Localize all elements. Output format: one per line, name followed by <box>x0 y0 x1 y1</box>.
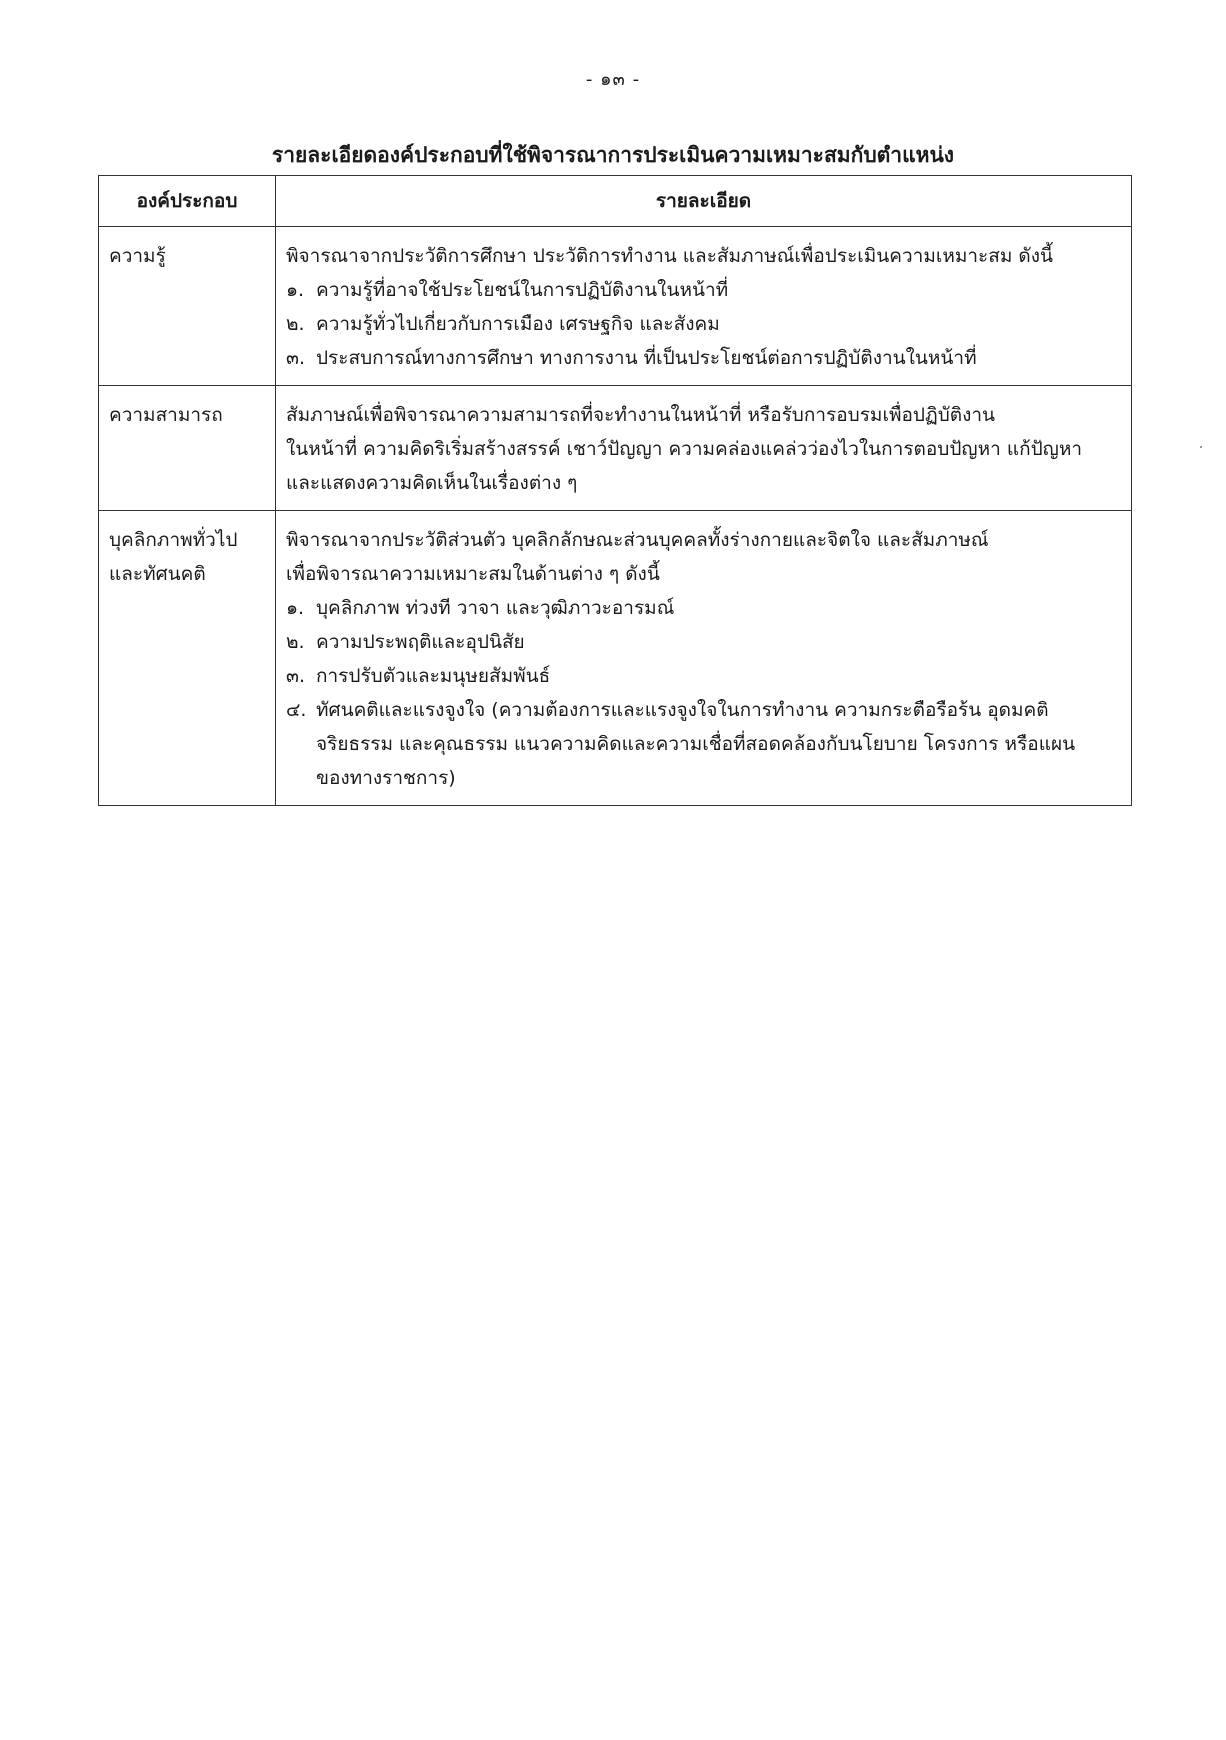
item-text: ประสบการณ์ทางการศึกษา ทางการงาน ที่เป็นประโยชน์ต่อการปฏิบัติงานในหน้าที่ <box>316 347 977 369</box>
item-text-line: จริยธรรม และคุณธรรม แนวความคิดและความเชื่อที่สอดคล้องกับนโยบาย โครงการ หรือแผน <box>316 733 1076 755</box>
document-title: รายละเอียดองค์ประกอบที่ใช้พิจารณาการประเมินความเหมาะสมกับตำแหน่ง <box>271 143 955 167</box>
detail-ability <box>276 386 1132 511</box>
list-item <box>286 341 1121 375</box>
item-number: ๑. <box>286 279 305 301</box>
item-text: ความประพฤติและอุปนิสัย <box>316 631 525 653</box>
item-number: ๑. <box>286 597 305 619</box>
criteria-table <box>98 175 1132 806</box>
item-text: การปรับตัวและมนุษยสัมพันธ์ <box>316 665 551 687</box>
component-ability: ความสามารถ <box>99 386 276 511</box>
list-item <box>286 659 1121 693</box>
item-number: ๔. <box>286 699 307 721</box>
header-detail: รายละเอียด <box>276 176 1132 227</box>
item-text: บุคลิกภาพ ท่วงที วาจา และวุฒิภาวะอารมณ์ <box>316 597 675 619</box>
detail-line: และแสดงความคิดเห็นในเรื่องต่าง ๆ <box>286 472 578 494</box>
detail-knowledge <box>276 227 1132 386</box>
item-text-line: ทัศนคติและแรงจูงใจ (ความต้องการและแรงจูงใจในการทำงาน ความกระตือรือร้น อุดมคติ <box>316 699 1049 721</box>
component-personality <box>99 511 276 806</box>
item-number: ๓. <box>286 347 306 369</box>
detail-personality <box>276 511 1132 806</box>
item-text-line: ของทางราชการ) <box>316 767 456 789</box>
detail-intro: พิจารณาจากประวัติการศึกษา ประวัติการทำงาน และสัมภาษณ์เพื่อประเมินความเหมาะสม ดังนี้ <box>286 245 1054 267</box>
item-number: ๒. <box>286 313 305 335</box>
item-number: ๓. <box>286 665 306 687</box>
component-line: และทัศนคติ <box>109 563 206 585</box>
list-item <box>286 591 1121 625</box>
detail-intro: เพื่อพิจารณาความเหมาะสมในด้านต่าง ๆ ดังนี้ <box>286 563 660 585</box>
table-row <box>99 511 1132 806</box>
item-text: ความรู้ที่อาจใช้ประโยชน์ในการปฏิบัติงานในหน้าที่ <box>316 279 729 301</box>
table-row <box>99 227 1132 386</box>
component-line: บุคลิกภาพทั่วไป <box>109 529 238 551</box>
page-number: - ๑๓ - <box>585 69 641 90</box>
item-text: ความรู้ทั่วไปเกี่ยวกับการเมือง เศรษฐกิจ และสังคม <box>316 313 720 335</box>
detail-line: สัมภาษณ์เพื่อพิจารณาความสามารถที่จะทำงานในหน้าที่ หรือรับการอบรมเพื่อปฏิบัติงาน <box>286 404 996 426</box>
list-item <box>286 307 1121 341</box>
item-text <box>316 693 1121 795</box>
scan-speck <box>1200 446 1202 448</box>
list-item <box>286 625 1121 659</box>
component-knowledge: ความรู้ <box>99 227 276 386</box>
detail-line: ในหน้าที่ ความคิดริเริ่มสร้างสรรค์ เชาว์ปัญญา ความคล่องแคล่วว่องไวในการตอบปัญหา แก้ปัญหา <box>286 438 1083 460</box>
table-header-row <box>99 176 1132 227</box>
detail-intro: พิจารณาจากประวัติส่วนตัว บุคลิกลักษณะส่วนบุคคลทั้งร่างกายและจิตใจ และสัมภาษณ์ <box>286 529 989 551</box>
list-item <box>286 693 1121 795</box>
item-number: ๒. <box>286 631 305 653</box>
table-row <box>99 386 1132 511</box>
header-component: องค์ประกอบ <box>99 176 276 227</box>
list-item <box>286 273 1121 307</box>
